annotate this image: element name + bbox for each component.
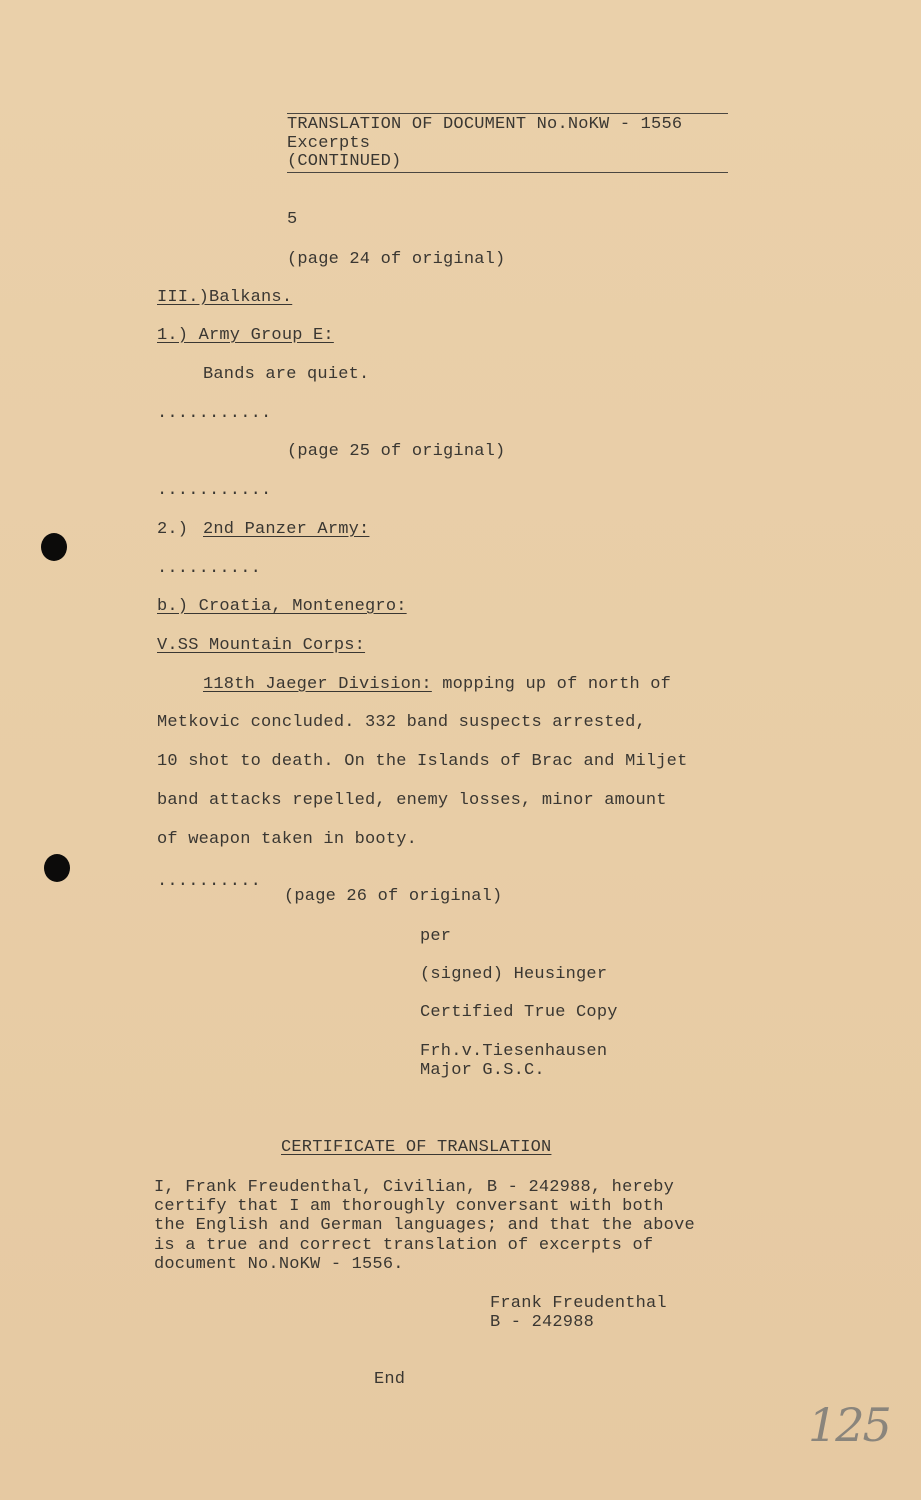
heading-2nd-panzer-num: 2.): [157, 520, 189, 539]
signature-rank: Major G.S.C.: [420, 1061, 545, 1080]
handwritten-page-number: 125: [808, 1398, 890, 1452]
paragraph-line-1: [203, 675, 671, 694]
page-number: 5: [287, 210, 298, 229]
paragraph-line-5: of weapon taken in booty.: [157, 830, 418, 849]
page-ref-25: (page 25 of original): [287, 442, 506, 461]
page-ref-26: (page 26 of original): [284, 887, 503, 906]
division-label: 118th Jaeger Division:: [203, 675, 432, 694]
ellipsis-3: ..........: [157, 559, 262, 578]
certificate-signer-id: B - 242988: [490, 1313, 595, 1332]
certificate-title: CERTIFICATE OF TRANSLATION: [281, 1138, 552, 1157]
certificate-line-4: is a true and correct translation of excerpts of: [154, 1236, 654, 1255]
heading-army-group-e: 1.) Army Group E:: [157, 326, 334, 345]
end-text: End: [374, 1370, 406, 1389]
signature-name: Frh.v.Tiesenhausen: [420, 1042, 608, 1061]
certificate-signer-name: Frank Freudenthal: [490, 1294, 667, 1313]
paragraph-line-3: 10 shot to death. On the Islands of Brac and Miljet: [157, 752, 688, 771]
heading-2nd-panzer-army: 2nd Panzer Army:: [203, 520, 370, 539]
page-ref-24: (page 24 of original): [287, 250, 506, 269]
punch-hole-bottom: [44, 854, 70, 882]
header-title: TRANSLATION OF DOCUMENT No.NoKW - 1556: [287, 115, 683, 134]
ellipsis-1: ...........: [157, 404, 272, 423]
paragraph-line-2: Metkovic concluded. 332 band suspects arrested,: [157, 713, 646, 732]
certificate-line-5: document No.NoKW - 1556.: [154, 1255, 404, 1274]
paragraph-line-4: band attacks repelled, enemy losses, minor amount: [157, 791, 667, 810]
section-balkans: III.)Balkans.: [157, 288, 293, 307]
heading-croatia: b.) Croatia, Montenegro:: [157, 597, 407, 616]
header-rule-top: [287, 113, 728, 114]
paragraph-line-1-rest: mopping up of north of: [431, 675, 672, 694]
header-subtitle: Excerpts: [287, 134, 371, 153]
ellipsis-2: ...........: [157, 481, 272, 500]
punch-hole-top: [41, 533, 67, 561]
bands-quiet: Bands are quiet.: [203, 365, 370, 384]
signature-certified: Certified True Copy: [420, 1003, 618, 1022]
certificate-line-2: certify that I am thoroughly conversant with both: [154, 1197, 664, 1216]
signature-per: per: [420, 927, 452, 946]
header-rule-bottom: [287, 172, 728, 173]
heading-mountain-corps: V.SS Mountain Corps:: [157, 636, 366, 655]
signature-signed: (signed) Heusinger: [420, 965, 608, 984]
ellipsis-4: ..........: [157, 872, 262, 891]
certificate-line-3: the English and German languages; and that the above: [154, 1216, 695, 1235]
certificate-line-1: I, Frank Freudenthal, Civilian, B - 242988, hereby: [154, 1178, 675, 1197]
header-continued: (CONTINUED): [287, 152, 402, 171]
